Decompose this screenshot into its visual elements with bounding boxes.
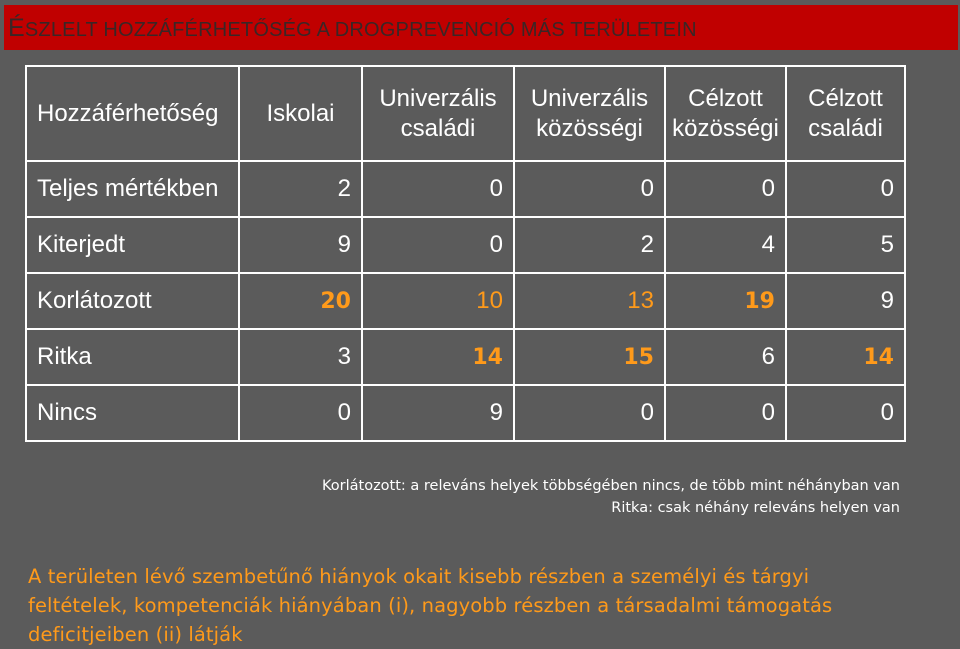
page-title (8, 14, 697, 43)
table-cell: 4 (665, 217, 786, 273)
table-cell: 0 (665, 385, 786, 441)
table-row (26, 273, 905, 329)
row-label: Teljes mértékben (26, 161, 239, 217)
row-label: Korlátozott (26, 273, 239, 329)
table-row (26, 329, 905, 385)
table-cell: 3 (239, 329, 362, 385)
table-cell: 2 (239, 161, 362, 217)
table-cell: 15 (514, 329, 665, 385)
column-header-line: Univerzális (530, 84, 649, 112)
column-header-line: Iskolai (266, 99, 335, 127)
row-label: Kiterjedt (26, 217, 239, 273)
column-header-line: családi (400, 114, 476, 142)
table-header-row (26, 66, 905, 161)
table-cell: 0 (786, 161, 905, 217)
column-header (665, 66, 786, 161)
table-row (26, 217, 905, 273)
column-header-line: közösségi (672, 114, 779, 142)
summary-line: A területen lévő szembetűnő hiányok okait kisebb részben a személyi és tárgyi (28, 565, 810, 588)
page-title-rest: SZLELT HOZZÁFÉRHETŐSÉG A DROGPREVENCIÓ MÁS TERÜLETEIN (24, 19, 697, 41)
title-bar (4, 5, 958, 50)
summary-text (28, 562, 933, 649)
column-header-line: Célzott (808, 84, 883, 112)
summary-line: feltételek, kompetenciák hiányában (i), nagyobb részben a társadalmi támogatás (28, 594, 833, 617)
table-cell: 6 (665, 329, 786, 385)
table-cell: 5 (786, 217, 905, 273)
note-korlatozott: Korlátozott: a releváns helyek többségében nincs, de több mint néhányban van (321, 478, 900, 494)
table-cell: 0 (786, 385, 905, 441)
table-cell: 14 (362, 329, 514, 385)
table-cell: 14 (786, 329, 905, 385)
table-row (26, 385, 905, 441)
table-cell: 0 (239, 385, 362, 441)
table-cell: 0 (514, 385, 665, 441)
column-header (362, 66, 514, 161)
table-cell: 0 (362, 217, 514, 273)
table-cell: 0 (514, 161, 665, 217)
summary-line: deficitjeiben (ii) látják (28, 623, 243, 646)
row-label: Ritka (26, 329, 239, 385)
table-body (26, 161, 905, 441)
column-header (239, 66, 362, 161)
column-header (514, 66, 665, 161)
column-header-line: családi (808, 114, 883, 142)
table-cell: 13 (514, 273, 665, 329)
column-header (786, 66, 905, 161)
page-title-initial: É (8, 14, 25, 42)
table-cell: 9 (362, 385, 514, 441)
note-ritka: Ritka: csak néhány releváns helyen van (611, 500, 900, 516)
table-cell: 0 (665, 161, 786, 217)
table-cell: 9 (786, 273, 905, 329)
table-cell: 19 (665, 273, 786, 329)
column-header-line: Univerzális (379, 84, 497, 112)
table-cell: 9 (239, 217, 362, 273)
availability-table (25, 65, 906, 442)
row-label: Nincs (26, 385, 239, 441)
table-cell: 0 (362, 161, 514, 217)
column-header-line: közösségi (536, 114, 643, 142)
column-header-line: Hozzáférhetőség (37, 99, 219, 127)
table-cell: 10 (362, 273, 514, 329)
table-cell: 2 (514, 217, 665, 273)
column-header-line: Célzott (688, 84, 763, 112)
table-cell: 20 (239, 273, 362, 329)
table-row (26, 161, 905, 217)
header-accessibility (26, 66, 239, 161)
